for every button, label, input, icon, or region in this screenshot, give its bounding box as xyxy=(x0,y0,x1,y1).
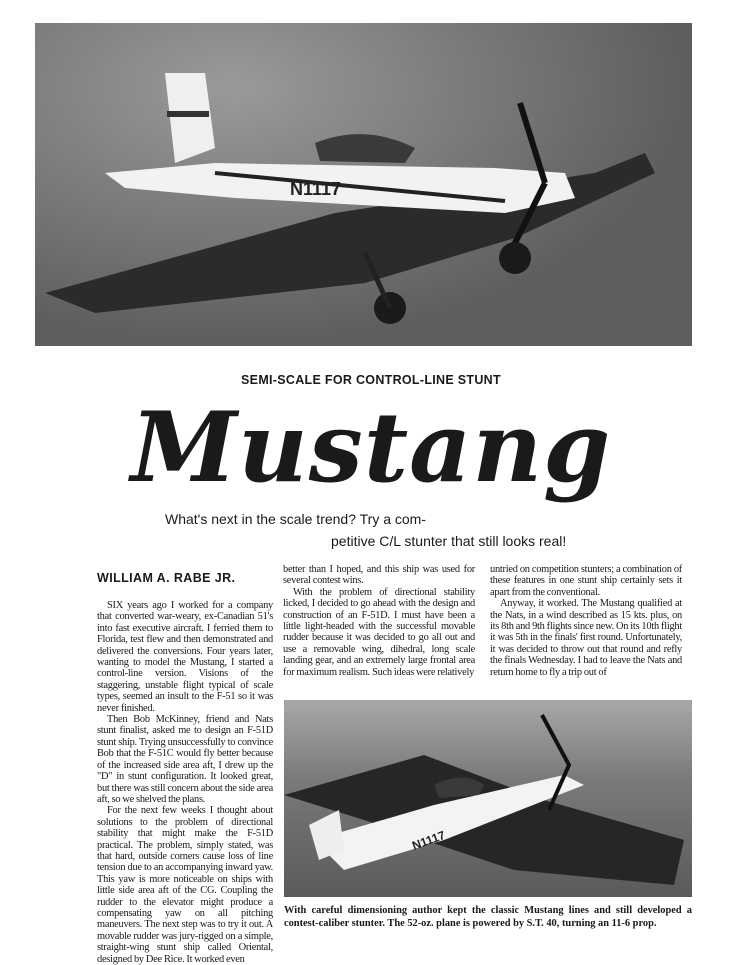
paragraph: SIX years ago I worked for a company that converted war-weary, ex-Canadian 51's into fast executive aircraft. I ferried them to Florida, test flew and then demonstrated and delivered the conversions. Four years later, wanting to model the Mustang, I started a control-line version. Visions of the staggering, unstable flight typical of scale types, seemed an insult to the F-51 so it was never finished. xyxy=(97,600,273,714)
registration-text: N1117 xyxy=(290,179,342,199)
article-deck-line-1: What's next in the scale trend? Try a com- xyxy=(165,511,427,527)
paragraph: With the problem of directional stability licked, I decided to go ahead with the design and construction of an F-51D. I must have been a little light-headed with the successful movable rudder because it was decided to go all out and use a removable wing, dihedral, long scale landing gear, and an extremely large frontal area for maximum realism. Such ideas were relatively xyxy=(283,586,475,678)
article-column-1 xyxy=(97,600,273,965)
article-deck-line-2: petitive C/L stunter that still looks real! xyxy=(331,533,567,549)
mustang-plane-illustration xyxy=(35,23,692,346)
mustang-plane-illustration xyxy=(284,700,692,897)
article-kicker: SEMI-SCALE FOR CONTROL-LINE STUNT xyxy=(241,373,501,387)
paragraph: Anyway, it worked. The Mustang qualified at the Nats, in a wind described as 15 kts. plus, on its 8th and 9th flights since new. On its 10th flight it was 5th in the finals' first round. Unfortunately, it was decided to throw out that round and refly the finals Wednesday. I had to leave the Nats and return home to fly a trip out of xyxy=(490,598,682,678)
author-byline: WILLIAM A. RABE JR. xyxy=(97,571,236,585)
paragraph: better than I hoped, and this ship was used for several contest wins. xyxy=(283,564,475,587)
paragraph: For the next few weeks I thought about solutions to the problem of directional stability that might make the F-51D practical. The problem, simply stated, was that hard, outside corners cause loss of line tension due to an accompanying inward yaw. This yaw is more noticeable on ships with little side area aft of the CG. Coupling the rudder to the elevator might produce a compensating yaw on all pitching maneuvers. The next step was to try it out. A movable rudder was jury-rigged on a simple, straight-wing stunt ship called Oriental, designed by Dee Rice. It worked even xyxy=(97,805,273,965)
photo-mustang-model-top xyxy=(35,23,692,346)
article-column-3 xyxy=(490,564,682,678)
paragraph: untried on competition stunters; a combination of these features in one stunt ship certainly sets it apart from the conventional. xyxy=(490,564,682,598)
paragraph: Then Bob McKinney, friend and Nats stunt finalist, asked me to design an F-51D stunt ship. Trying unsuccessfully to convince Bob that the F-51C would fly better because of the increased side area aft, I drew up the "D" in stunt configuration. It looked great, but there was still concern about the side area aft, so we shelved the plans. xyxy=(97,714,273,805)
article-title: Mustang xyxy=(130,391,612,504)
photo-caption: With careful dimensioning author kept the classic Mustang lines and still developed a contest-caliber stunter. The 52-oz. plane is powered by S.T. 40, turning an 11-6 prop. xyxy=(284,905,692,929)
registration-text: N1117 xyxy=(410,828,448,853)
article-column-2 xyxy=(283,564,475,678)
photo-mustang-model-bottom xyxy=(284,700,692,897)
